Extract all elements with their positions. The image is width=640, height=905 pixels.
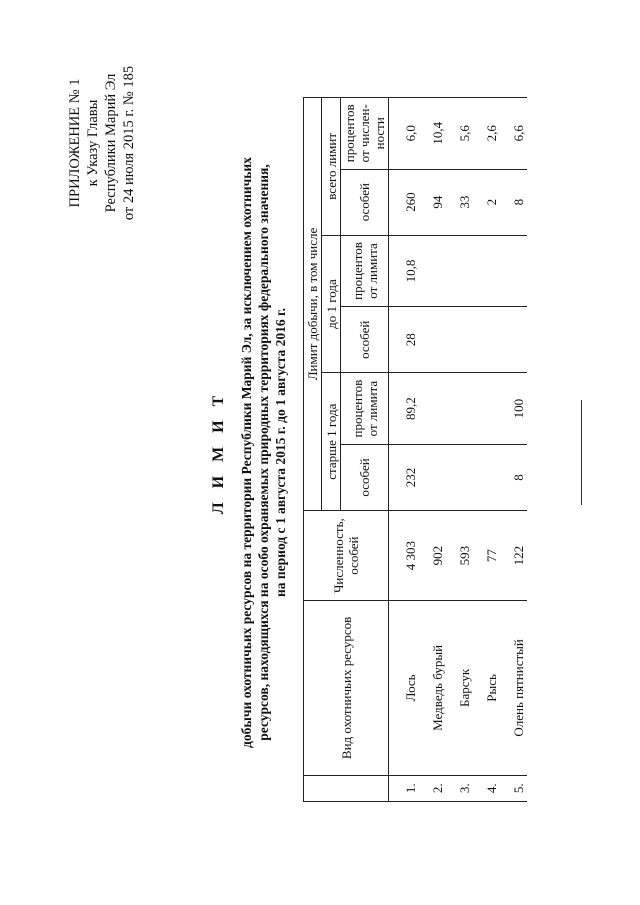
appendix-line-3: Республики Марий Эл xyxy=(103,73,119,213)
row-total-individuals: 33 xyxy=(446,169,473,235)
row-number: 4. xyxy=(473,775,500,801)
closing-line xyxy=(581,400,582,505)
subtitle-line-2: ресурсов, находящихся на особо охраняемых природных территориях федерального значения, xyxy=(256,164,271,741)
header-older-individuals: особей xyxy=(341,444,389,510)
table-row xyxy=(500,98,527,802)
header-number xyxy=(304,775,389,801)
table-row xyxy=(389,98,420,802)
header-total: всего лимит xyxy=(322,98,341,236)
row-total-percent: 6,0 xyxy=(389,98,420,170)
header-count: Численность, особей xyxy=(304,511,389,601)
row-count: 902 xyxy=(419,511,446,601)
row-total-individuals: 2 xyxy=(473,169,500,235)
row-younger-individuals xyxy=(419,307,446,373)
row-younger-percent xyxy=(419,235,446,306)
header-total-percent: процентов от числен-ности xyxy=(341,98,389,170)
appendix-line-1: ПРИЛОЖЕНИЕ № 1 xyxy=(67,78,83,208)
subtitle-line-1: добычи охотничьих ресурсов на территории Республики Марий Эл, за исключением охотничьих xyxy=(239,157,254,748)
row-older-individuals xyxy=(473,444,500,510)
row-younger-percent xyxy=(500,235,527,306)
row-count: 593 xyxy=(446,511,473,601)
row-older-percent xyxy=(473,373,500,444)
row-count: 77 xyxy=(473,511,500,601)
row-species: Медведь бурый xyxy=(419,601,446,775)
appendix-line-4: от 24 июля 2015 г. № 185 xyxy=(121,65,137,221)
header-younger-percent: процентов от лимита xyxy=(341,235,389,306)
row-older-individuals: 8 xyxy=(500,444,527,510)
header-younger-individuals: особей xyxy=(341,307,389,373)
header-limit: Лимит добычи, в том числе xyxy=(304,98,322,511)
table-row xyxy=(419,98,446,802)
row-total-percent: 6,6 xyxy=(500,98,527,170)
row-younger-percent xyxy=(473,235,500,306)
row-number: 3. xyxy=(446,775,473,801)
header-species: Вид охотничьих ресурсов xyxy=(304,601,389,775)
row-older-individuals xyxy=(446,444,473,510)
row-older-individuals: 232 xyxy=(389,444,420,510)
row-older-percent xyxy=(419,373,446,444)
header-older-percent: процентов от лимита xyxy=(341,373,389,444)
header-older: старше 1 года xyxy=(322,373,341,511)
row-younger-percent: 10,8 xyxy=(389,235,420,306)
row-species: Олень пятнистый xyxy=(500,601,527,775)
row-younger-individuals xyxy=(500,307,527,373)
row-younger-percent xyxy=(446,235,473,306)
row-number: 1. xyxy=(389,775,420,801)
row-older-individuals xyxy=(419,444,446,510)
row-total-individuals: 260 xyxy=(389,169,420,235)
row-species: Барсук xyxy=(446,601,473,775)
row-total-individuals: 94 xyxy=(419,169,446,235)
row-count: 122 xyxy=(500,511,527,601)
row-older-percent xyxy=(446,373,473,444)
row-species: Рысь xyxy=(473,601,500,775)
appendix-header xyxy=(66,23,138,263)
row-total-percent: 5,6 xyxy=(446,98,473,170)
header-total-individuals: особей xyxy=(341,169,389,235)
table-row xyxy=(473,98,500,802)
document-subtitle xyxy=(238,40,289,865)
subtitle-line-3: на период с 1 августа 2015 г. до 1 августа 2016 г. xyxy=(273,307,288,598)
row-older-percent: 89,2 xyxy=(389,373,420,444)
row-count: 4 303 xyxy=(389,511,420,601)
row-total-individuals: 8 xyxy=(500,169,527,235)
row-number: 5. xyxy=(500,775,527,801)
row-younger-individuals xyxy=(446,307,473,373)
row-total-percent: 2,6 xyxy=(473,98,500,170)
table-row xyxy=(446,98,473,802)
appendix-line-2: к Указу Главы xyxy=(85,99,101,187)
limit-table xyxy=(303,97,527,802)
row-species: Лось xyxy=(389,601,420,775)
header-younger: до 1 года xyxy=(322,235,341,373)
row-older-percent: 100 xyxy=(500,373,527,444)
row-total-percent: 10,4 xyxy=(419,98,446,170)
row-number: 2. xyxy=(419,775,446,801)
document-title: Л И М И Т xyxy=(210,390,227,515)
row-younger-individuals: 28 xyxy=(389,307,420,373)
row-younger-individuals xyxy=(473,307,500,373)
